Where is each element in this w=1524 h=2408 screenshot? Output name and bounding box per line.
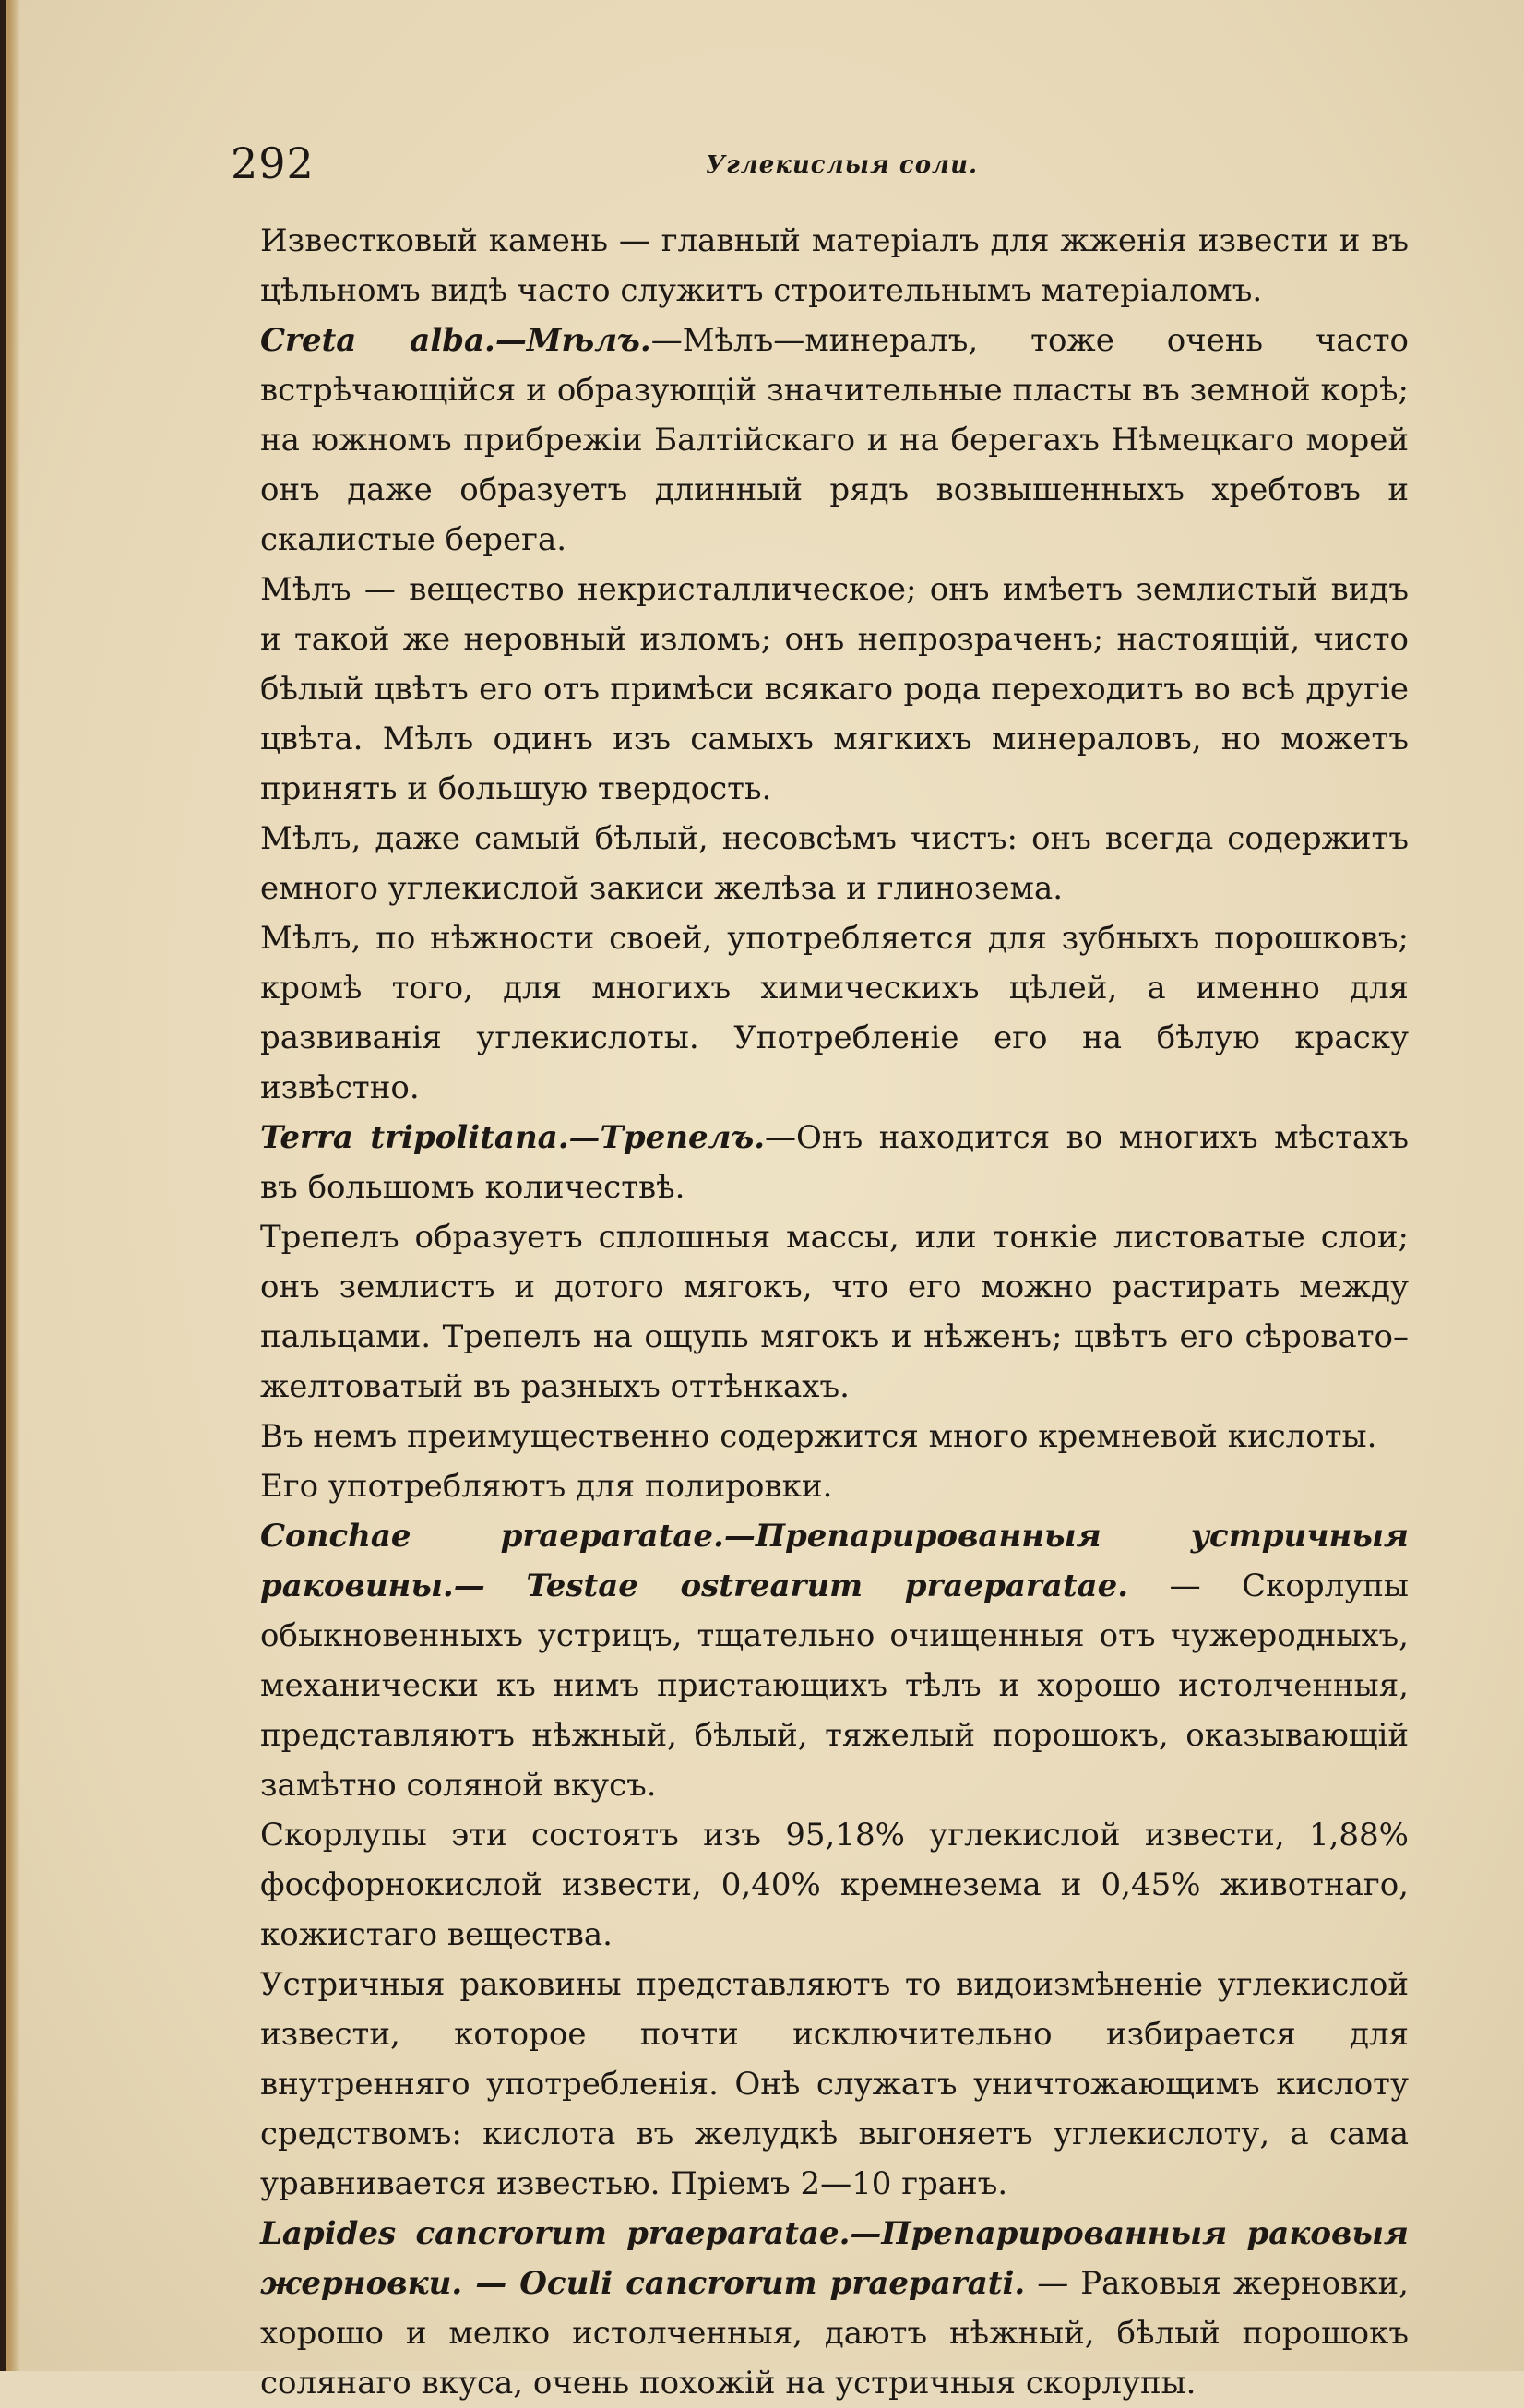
russian-term: —Препарированныя раковыя жерновки. [260, 2215, 1409, 2302]
russian-term: —Препарированныя устричныя раковины.— [260, 1518, 1409, 1604]
paragraph: Трепелъ образуетъ сплошныя массы, или тонкіе листоватые слои; онъ землистъ и дотого мягокъ, что его можно растирать между пальцами. Трепелъ на ощупь мягокъ и нѣженъ; цвѣтъ его сѣровато–желтоватый въ разныхъ оттѣнкахъ. [260, 1219, 1409, 1405]
paragraph: Скорлупы эти состоятъ изъ 95,18% углекислой извести, 1,88% фосфорнокислой извести, 0,40% кремнезема и 0,45% животнаго, кожистаго вещества. [260, 1817, 1409, 1953]
russian-term: —Мѣлъ. [494, 322, 651, 359]
paragraph: Известковый камень — главный матеріалъ для жженія извести и въ цѣльномъ видѣ часто служитъ строительнымъ матеріаломъ. [260, 222, 1409, 309]
paragraph-creta: Creta alba.—Мѣлъ.—Мѣлъ—минералъ, тоже очень часто встрѣчающійся и образующій значительные пласты въ земной корѣ; на южномъ прибрежіи Балтійскаго и на берегахъ Нѣмецкаго морей онъ даже образуетъ длинный рядъ возвышенныхъ хребтовъ и скалистые берега. [260, 322, 1410, 558]
latin-term: Lapides cancrorum praeparatae. [260, 2215, 851, 2252]
latin-term: Terra tripolitana. [260, 1119, 569, 1156]
latin-term: Conchae praeparatae. [260, 1518, 724, 1555]
page-header [231, 138, 1398, 194]
latin-term-2: Oculi cancrorum praeparati. [519, 2265, 1026, 2302]
paragraph: Мѣлъ — вещество некристаллическое; онъ имѣетъ землистый видъ и такой же неровный изломъ; онъ непрозраченъ; настоящій, чисто бѣлый цвѣтъ его отъ примѣси всякаго рода переходитъ во всѣ другіе цвѣта. Мѣлъ одинъ изъ самыхъ мягкихъ минераловъ, но можетъ принять и большую твердость. [260, 571, 1409, 807]
paragraph: Его употребляютъ для полировки. [260, 1468, 833, 1505]
latin-term: Creta alba. [260, 322, 495, 359]
paragraph-terra: Terra tripolitana.—Трепелъ.—Онъ находится во многихъ мѣстахъ въ большомъ количествѣ. [260, 1119, 1409, 1206]
body-text [260, 216, 1409, 2408]
dash: — [462, 2265, 520, 2302]
paragraph: Мѣлъ, даже самый бѣлый, несовсѣмъ чистъ: онъ всегда содержитъ емного углекислой закиси желѣза и глинозема. [260, 820, 1409, 907]
paragraph-lapides: Lapides cancrorum praeparatae.—Препарированныя раковыя жерновки. — Oculi cancrorum praeparati. — Раковыя жерновки, хорошо и мелко истолченныя, даютъ нѣжный, бѣлый порошокъ солянаго вкуса, очень похожій на устричныя скорлупы. [260, 2215, 1409, 2402]
latin-term-2: Testae ostrearum praeparatae. [526, 1568, 1129, 1604]
running-title: Углекислыя соли. [706, 151, 979, 179]
paragraph-conchae: Conchae praeparatae.—Препарированныя устричныя раковины.— Testae ostrearum praeparatae. — Скорлупы обыкновенныхъ устрицъ, тщательно очищенныя отъ чужеродныхъ, механически къ нимъ пристающихъ тѣлъ и хорошо истолченныя, представляютъ нѣжный, бѣлый, тяжелый порошокъ, оказывающій замѣтно соляной вкусъ. [260, 1518, 1409, 1804]
russian-term: —Трепелъ. [568, 1119, 766, 1156]
paragraph: Устричныя раковины представляютъ то видоизмѣненіе углекислой извести, которое почти исключительно избирается для внутренняго употребленія. Онѣ служатъ уничтожающимъ кислоту средствомъ: кислота въ желудкѣ выгоняетъ углекислоту, а сама уравнивается известью. Пріемъ 2—10 гранъ. [260, 1966, 1409, 2202]
paragraph: Въ немъ преимущественно содержится много кремневой кислоты. [260, 1418, 1377, 1455]
page-number: 292 [231, 138, 315, 188]
paragraph: Мѣлъ, по нѣжности своей, употребляется для зубныхъ порошковъ; кромѣ того, для многихъ химическихъ цѣлей, а именно для развиванія углекислоты. Употребленіе его на бѣлую краску извѣстно. [260, 920, 1409, 1106]
